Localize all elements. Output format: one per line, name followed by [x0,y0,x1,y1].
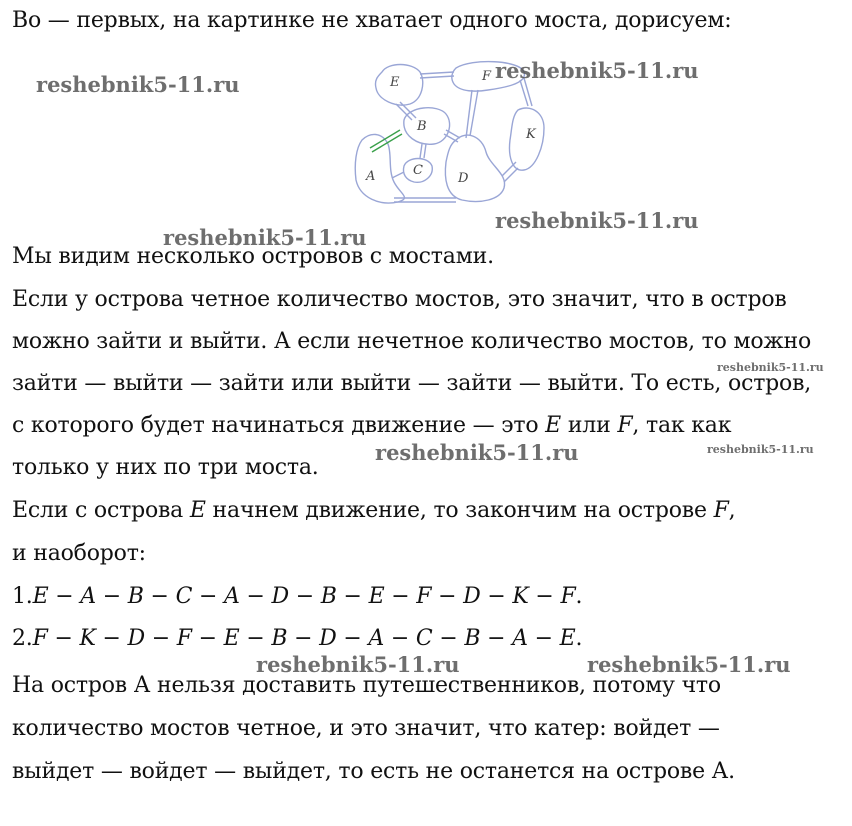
text-line-4: можно зайти и выйти. А если нечетное количество мостов, то можно [12,329,811,354]
text-line-9: и наоборот: [12,541,146,566]
island-f-ref: F [617,413,633,438]
text-line-6 [12,411,731,441]
watermark: reshebnik5-11.ru [587,652,791,677]
label-e: E [390,75,400,90]
text-line-3: Если у острова четное количество мостов, это значит, что в остров [12,287,787,312]
route-2 [12,624,582,654]
text-line-14: выйдет — войдет — выйдет, то есть не останется на острове А. [12,759,735,784]
text-line-12: На остров А нельзя доставить путешественников, потому что [12,673,721,698]
text-segment: Если с острова [12,498,190,523]
label-b: B [417,119,427,134]
island-a [355,134,404,203]
text-segment: , [728,498,736,523]
route-number: 2. [12,626,33,651]
text-line-2: Мы видим несколько островов с мостами. [12,244,494,269]
island-d [445,135,504,201]
watermark: reshebnik5-11.ru [36,72,240,97]
text-line-13: количество мостов четное, и это значит, что катер: войдет — [12,716,720,741]
island-e-ref: E [189,498,206,523]
watermark: reshebnik5-11.ru [707,443,814,456]
label-k: K [526,127,536,142]
text-segment: , так как [632,413,732,438]
route-sequence: F − K − D − F − E − B − D − A − C − B − A − E [32,626,576,651]
island-f-ref: F [713,498,729,523]
watermark: reshebnik5-11.ru [495,208,699,233]
intro-line: Во — первых, на картинке не хватает одного моста, дорисуем: [12,8,732,33]
watermark: reshebnik5-11.ru [717,361,824,374]
watermark: reshebnik5-11.ru [375,440,579,465]
text-segment: начнем движение, то закончим на острове [205,498,714,523]
route-number: 1. [12,584,33,609]
text-segment: . [575,584,583,609]
text-segment: . [575,626,583,651]
island-e-ref: E [545,413,562,438]
watermark: reshebnik5-11.ru [256,652,460,677]
label-d: D [458,171,469,186]
text-line-7: только у них по три моста. [12,455,319,480]
label-a: A [366,169,376,184]
route-sequence: E − A − B − C − A − D − B − E − F − D − K − F [32,584,576,609]
watermark: reshebnik5-11.ru [163,225,367,250]
text-line-5: зайти — выйти — зайти или выйти — зайти — выйти. То есть, остров, [12,371,812,396]
text-segment: с которого будет начинаться движение — это [12,413,546,438]
text-segment: или [561,413,618,438]
text-line-8 [12,496,735,526]
watermark: reshebnik5-11.ru [495,58,699,83]
label-f: F [482,69,492,84]
label-c: C [413,163,423,178]
route-1 [12,582,582,612]
